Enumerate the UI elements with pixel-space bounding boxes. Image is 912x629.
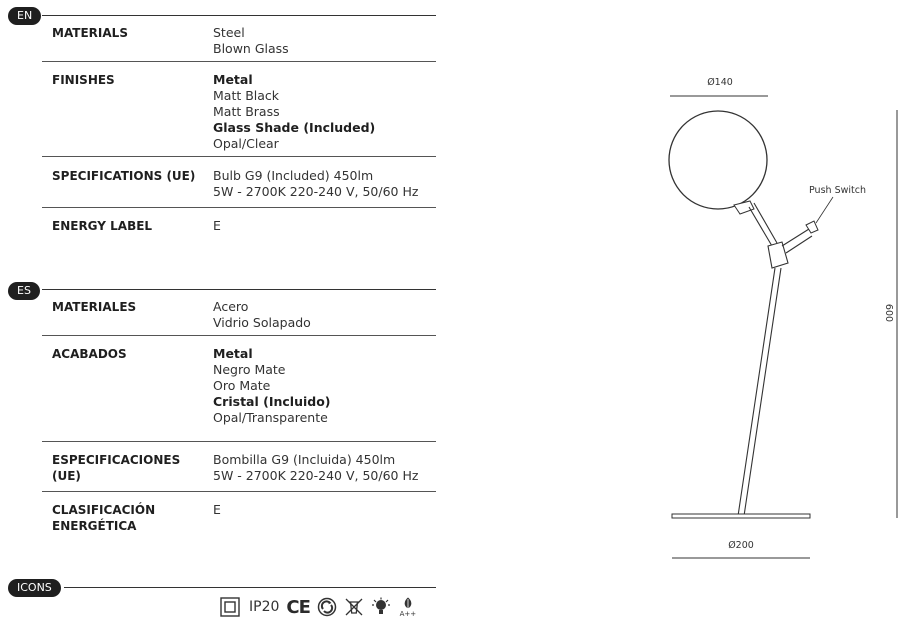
glass-shade — [669, 111, 767, 209]
arm-joint — [768, 242, 788, 268]
weee-crossed-bin-icon — [344, 597, 364, 617]
row-values-clasificacion — [213, 502, 221, 518]
value-heading: Cristal (Incluido) — [213, 394, 331, 409]
row-divider — [42, 335, 436, 336]
section-tag-en: EN — [8, 7, 41, 25]
value-line: 5W - 2700K 220-240 V, 50/60 Hz — [213, 468, 419, 483]
row-values-materials — [213, 25, 289, 57]
value-line: Acero — [213, 299, 249, 314]
lamp-technical-drawing — [600, 60, 900, 570]
base-diameter-label: Ø200 — [728, 540, 754, 551]
value-heading: Glass Shade (Included) — [213, 120, 376, 135]
row-divider — [42, 61, 436, 62]
recycle-icon — [317, 597, 337, 617]
value-line: Bombilla G9 (Incluida) 450lm — [213, 452, 396, 467]
value-heading: Metal — [213, 346, 253, 361]
push-switch-label: Push Switch — [809, 185, 866, 196]
value-line: Vidrio Solapado — [213, 315, 311, 330]
value-line: Opal/Clear — [213, 136, 279, 151]
class-ii-icon — [220, 597, 240, 617]
value-line: Opal/Transparente — [213, 410, 328, 425]
row-label-energy: ENERGY LABEL — [52, 219, 153, 233]
value-line: Matt Black — [213, 88, 280, 103]
energy-class-label: A++ — [399, 610, 417, 618]
value-line: Steel — [213, 25, 245, 40]
shade-diameter-label: Ø140 — [707, 77, 733, 88]
lamp-base — [672, 514, 810, 518]
row-label-finishes: FINISHES — [52, 73, 115, 87]
energy-class-icon — [398, 595, 418, 619]
row-values-specifications — [213, 168, 418, 200]
row-label-especificaciones: ESPECIFICACIONES (UE) — [52, 453, 181, 483]
value-line: Matt Brass — [213, 104, 280, 119]
ip20-rating: IP20 — [249, 599, 280, 615]
section-rule-icons — [64, 587, 436, 588]
certification-icons — [220, 596, 418, 618]
value-line: Blown Glass — [213, 41, 289, 56]
section-rule-es — [42, 289, 436, 290]
row-values-materiales — [213, 299, 311, 331]
row-divider — [42, 491, 436, 492]
row-divider — [42, 207, 436, 208]
value-line: Negro Mate — [213, 362, 286, 377]
row-label-materiales: MATERIALES — [52, 300, 137, 314]
value-heading: Metal — [213, 72, 253, 87]
row-values-finishes — [213, 72, 375, 152]
section-tag-icons: ICONS — [8, 579, 61, 597]
switch-leader-line — [816, 197, 833, 223]
value-line: 5W - 2700K 220-240 V, 50/60 Hz — [213, 184, 419, 199]
row-label-clasificacion: CLASIFICACIÓN ENERGÉTICA — [52, 503, 156, 533]
row-label-specifications: SPECIFICATIONS (UE) — [52, 169, 196, 183]
section-tag-es: ES — [8, 282, 40, 300]
section-rule-en — [42, 15, 436, 16]
lamp-stem — [738, 268, 781, 516]
row-label-materials: MATERIALS — [52, 26, 128, 40]
row-values-energy — [213, 218, 221, 234]
value-line: Bulb G9 (Included) 450lm — [213, 168, 374, 183]
row-divider — [42, 156, 436, 157]
row-label-acabados: ACABADOS — [52, 347, 127, 361]
switch-arm — [782, 229, 812, 253]
row-values-acabados — [213, 346, 331, 426]
row-divider — [42, 441, 436, 442]
height-label: 600 — [883, 303, 894, 323]
ce-mark: CE — [286, 596, 310, 618]
dimmable-bulb-icon — [371, 597, 391, 617]
value-line: Oro Mate — [213, 378, 271, 393]
value-line: E — [213, 502, 221, 517]
value-line: E — [213, 218, 221, 233]
row-values-especificaciones — [213, 452, 418, 484]
